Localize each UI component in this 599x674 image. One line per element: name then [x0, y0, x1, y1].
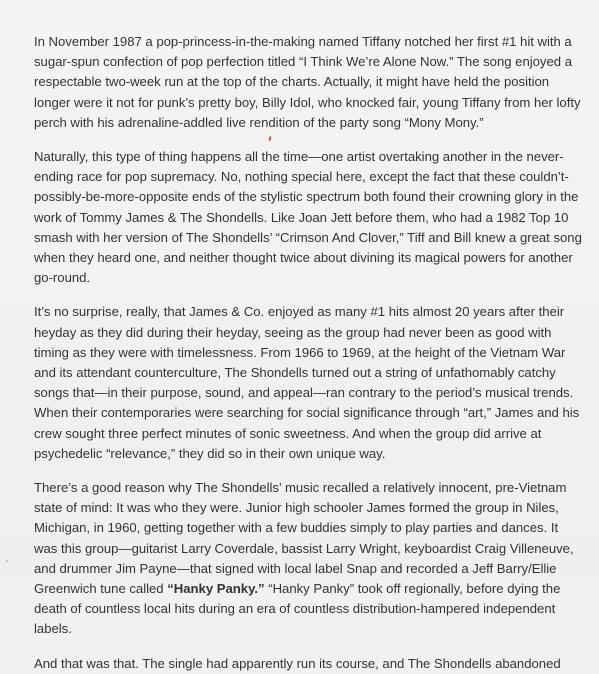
paragraph-4	[34, 478, 582, 640]
paragraph-1	[34, 32, 582, 133]
paragraph-2-text: Naturally, this type of thing happens all the time—one artist overtaking another in the never-ending race for pop supremacy. No, nothing special here, except the fact that these couldn’t-possibly-be-more-opposite ends of the stylistic spectrum both found their crowning glory in the work of Tommy James & The Shondells. Like Joan Jett before them, who had a 1982 Top 10 smash with her version of The Shondells’ “Crimson And Clover,” Tiff and Bill knew a great song when they heard one, and neither thought twice about divining its magical powers for another go-round.	[34, 149, 582, 286]
paragraph-3	[34, 302, 582, 464]
body-text	[34, 32, 582, 674]
paragraph-2	[34, 147, 582, 288]
song-title-hanky-panky: “Hanky Panky.”	[167, 581, 265, 597]
paragraph-3-text: It’s no surprise, really, that James & Co. enjoyed as many #1 hits almost 20 years after their heyday as they did during their heyday, seeing as the group had never been as good with timing as they were with timelessness. From 1966 to 1969, at the height of the Vietnam War and its attendant counterculture, The Shondells turned out a string of unfathomably catchy songs that—in their purpose, sound, and appeal—ran contrary to the period’s musical trends. When their contemporaries were searching for social significance through “art,” James and his crew sought three perfect minutes of sonic sweetness. And when the group did arrive at psychedelic “relevance,” they did so in their own unique way.	[34, 304, 580, 461]
paragraph-5	[34, 654, 582, 674]
paragraph-5-text: And that was that. The single had apparently run its course, and The Shondells abandoned	[34, 655, 561, 671]
paragraph-4-text-a: There’s a good reason why The Shondells’ music recalled a relatively innocent, pre-Vietnam state of mind: It was who they were. Junior high schooler James formed the group in Niles, Michigan, in 1960, getting together with a few buddies simply to play parties and dances. It was this group—guitarist Larry Coverdale, bassist Larry Wright, keyboardist Craig Villeneuve, and drummer Jim Payne—that signed with local label Snap and recorded a Jeff Barry/Ellie Greenwich tune called	[34, 480, 574, 597]
paragraph-4-text-b: “Hanky Panky” took off regionally, before dying the death of countless local hits during an era of countless distribution-hampered independent labels.	[34, 581, 561, 637]
paragraph-1-text: In November 1987 a pop-princess-in-the-making named Tiffany notched her first #1 hit with a sugar-spun confection of pop perfection titled “I Think We’re Alone Now.” The song enjoyed a respectable two-week run at the top of the charts. Actually, it might have held the position longer were it not for punk’s pretty boy, Billy Idol, who knocked fair, young Tiffany from her lofty perch with his adrenaline-addled live rendition of the party song “Mony Mony.”	[34, 34, 581, 130]
dust-speck-mark	[6, 560, 8, 562]
